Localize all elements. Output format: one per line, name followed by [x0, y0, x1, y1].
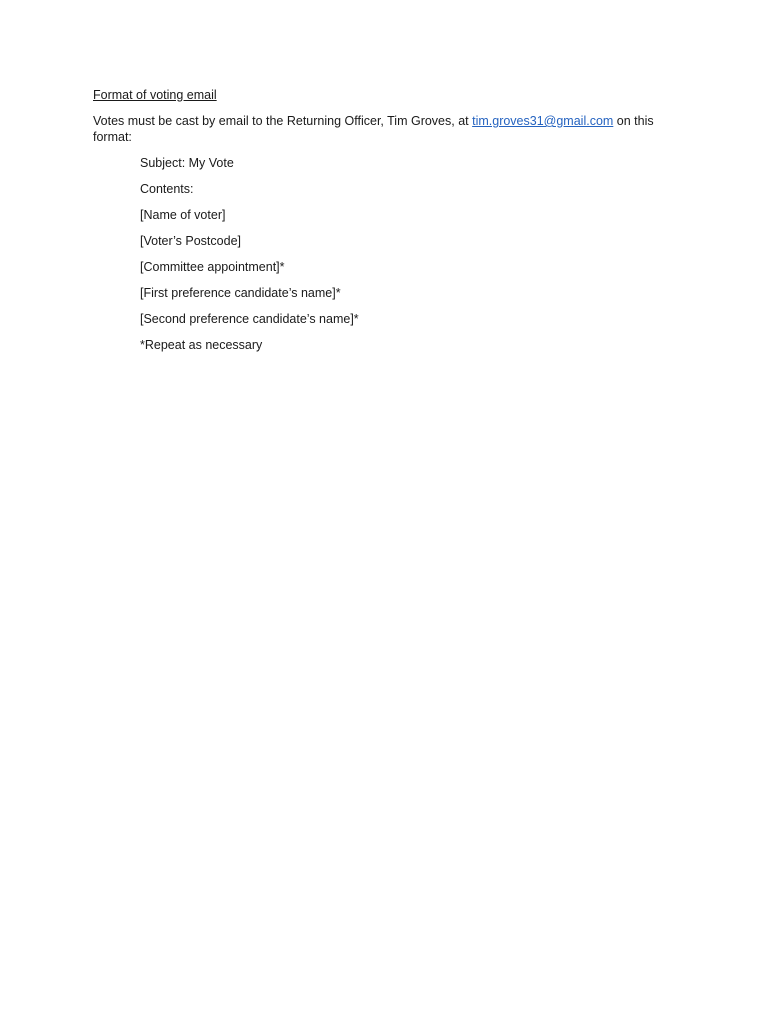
- format-line-first-preference: [First preference candidate’s name]*: [140, 286, 341, 300]
- document-heading: Format of voting email: [93, 88, 217, 102]
- format-line-repeat-note: *Repeat as necessary: [140, 338, 263, 352]
- format-line-committee-appointment: [Committee appointment]*: [140, 260, 285, 274]
- format-line-subject: Subject: My Vote: [140, 156, 234, 170]
- format-line-voter-postcode: [Voter’s Postcode]: [140, 234, 241, 248]
- intro-text-before-link: Votes must be cast by email to the Returning Officer, Tim Groves, at: [93, 114, 473, 128]
- email-link[interactable]: tim.groves31@gmail.com: [472, 114, 614, 128]
- format-line-contents: Contents:: [140, 182, 194, 196]
- document-content: [93, 87, 673, 363]
- intro-text-after-link: on this format:: [93, 114, 654, 144]
- format-line-second-preference: [Second preference candidate’s name]*: [140, 312, 359, 326]
- format-line-voter-name: [Name of voter]: [140, 208, 226, 222]
- email-format-list: [93, 155, 673, 353]
- intro-paragraph: [93, 113, 673, 145]
